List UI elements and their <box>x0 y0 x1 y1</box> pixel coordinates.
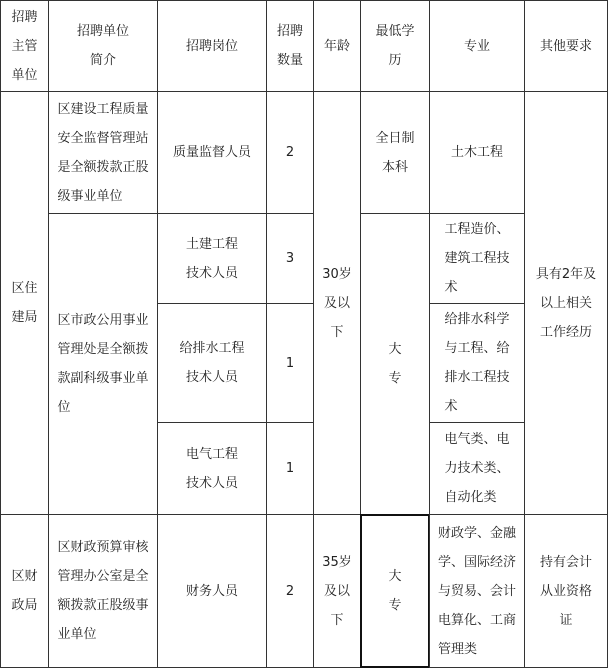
group1-dept <box>0 91 49 515</box>
group2-other <box>524 514 608 668</box>
header-post <box>157 0 267 92</box>
group2-age <box>313 514 361 668</box>
group1-major2 <box>429 213 525 304</box>
header-unit <box>48 0 158 92</box>
group1-count2-text: 3 <box>285 251 295 266</box>
group2-post-text: 财务人员 <box>185 583 238 599</box>
group1-post4 <box>157 422 267 515</box>
group1-post2-text: 土建工程 技术人员 <box>185 236 238 281</box>
header-count <box>266 0 314 92</box>
group1-unit1-text: 区建设工程质量 安全监督管理站 是全额拨款正股 级事业单位 <box>57 101 149 204</box>
group2-major-text: 财政学、金融 学、国际经济 与贸易、会计 电算化、工商 管理类 <box>437 525 516 657</box>
group2-unit-text: 区财政预算审核 管理办公室是全 额拨款正股级事 业单位 <box>57 540 149 642</box>
header-major <box>429 0 525 92</box>
group1-edu1-text: 全日制 本科 <box>375 130 415 175</box>
header-dept <box>0 0 49 92</box>
group1-major3-text: 给排水科学 与工程、给 排水工程技 术 <box>444 312 510 414</box>
header-edu <box>360 0 430 92</box>
header-count-text: 招聘 数量 <box>276 24 303 68</box>
header-other-text: 其他要求 <box>539 38 592 54</box>
group1-post2 <box>157 213 267 304</box>
group2-unit <box>48 514 158 668</box>
group1-major4 <box>429 422 525 515</box>
group1-count3-text: 1 <box>285 355 295 371</box>
group2-count <box>266 514 314 668</box>
header-edu-text: 最低学 历 <box>375 24 415 68</box>
group1-other <box>524 91 608 515</box>
group2-other-text: 持有会计 从业资格 证 <box>539 554 592 628</box>
group2-count-text: 2 <box>285 583 295 599</box>
group1-edu2 <box>360 213 430 515</box>
group1-major1-text: 土木工程 <box>450 145 503 160</box>
header-dept-text: 招聘 主管 单位 <box>11 9 38 83</box>
group1-unit2-text: 区市政公用事业 管理处是全额拨 款副科级事业单 位 <box>57 313 149 415</box>
group1-count3 <box>266 303 314 423</box>
group2-dept <box>0 514 49 668</box>
header-age <box>313 0 361 92</box>
header-unit-text: 招聘单位 简介 <box>76 24 129 68</box>
group2-edu <box>360 514 430 668</box>
group1-count1 <box>266 91 314 214</box>
group1-age-text: 30岁 及以 下 <box>322 266 352 340</box>
group1-post4-text: 电气工程 技术人员 <box>185 446 238 491</box>
group1-edu1 <box>360 91 430 214</box>
group1-major3 <box>429 303 525 423</box>
header-major-text: 专业 <box>463 38 490 54</box>
group1-count4-text: 1 <box>285 461 295 476</box>
group2-post <box>157 514 267 668</box>
group1-other-text: 具有2年及 以上相关 工作经历 <box>535 266 597 340</box>
header-age-text: 年龄 <box>323 38 350 54</box>
group1-count4 <box>266 422 314 515</box>
group1-major4-text: 电气类、电 力技术类、 自动化类 <box>444 432 510 505</box>
group1-age <box>313 91 361 515</box>
group2-edu-text: 大 专 <box>388 569 402 613</box>
group2-major <box>429 514 525 668</box>
group1-post1-text: 质量监督人员 <box>172 145 251 160</box>
header-other <box>524 0 608 92</box>
group2-age-text: 35岁 及以 下 <box>322 554 352 628</box>
group2-dept-text: 区财 政局 <box>11 569 38 613</box>
group1-edu2-text: 大 专 <box>388 342 402 386</box>
group1-post3-text: 给排水工程 技术人员 <box>179 341 245 385</box>
group1-unit2 <box>48 213 158 515</box>
group1-post1 <box>157 91 267 214</box>
group1-major2-text: 工程造价、 建筑工程技 术 <box>444 222 510 295</box>
group1-major1 <box>429 91 525 214</box>
header-post-text: 招聘岗位 <box>185 38 238 54</box>
group1-count2 <box>266 213 314 304</box>
group1-dept-text: 区住 建局 <box>11 281 38 325</box>
group1-count1-text: 2 <box>285 145 295 160</box>
group1-unit1 <box>48 91 158 214</box>
group1-post3 <box>157 303 267 423</box>
